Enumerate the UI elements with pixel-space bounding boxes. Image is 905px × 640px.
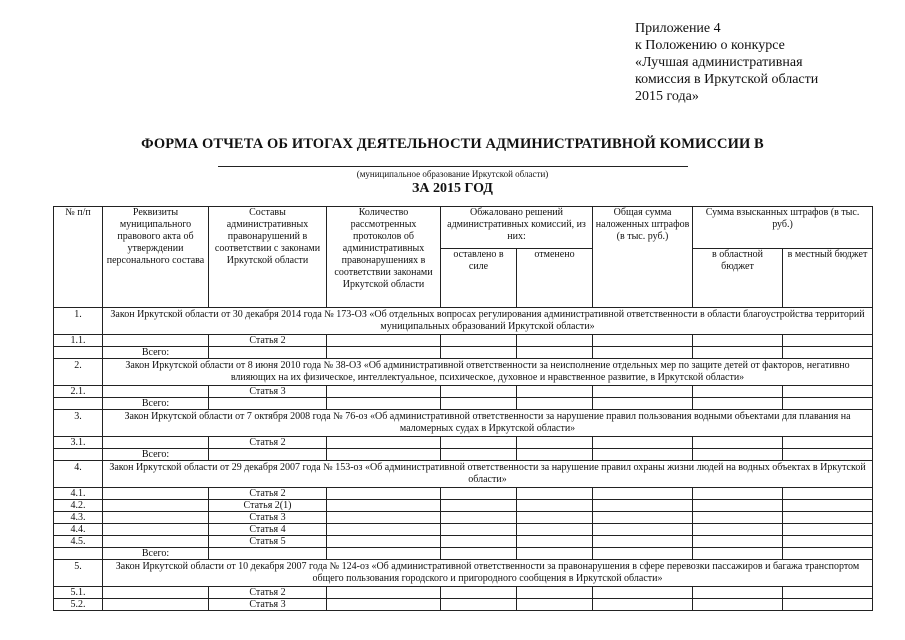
table-row bbox=[54, 500, 873, 512]
cell-compositions[interactable] bbox=[209, 548, 327, 560]
cell-protocols[interactable] bbox=[327, 548, 441, 560]
cell-cancelled[interactable] bbox=[517, 536, 593, 548]
cell-kept[interactable] bbox=[441, 524, 517, 536]
law-num: 3. bbox=[54, 410, 103, 437]
cell-protocols[interactable] bbox=[327, 386, 441, 398]
cell-local[interactable] bbox=[783, 386, 873, 398]
cell-cancelled[interactable] bbox=[517, 587, 593, 599]
law-text: Закон Иркутской области от 8 июня 2010 года № 38-ОЗ «Об административной ответственности за неисполнение отдельных мер по защите детей от факторов, негативно влияющих на их физическое, интеллектуальное, психическое, духовное и нравственное развитие, в Иркутской области» bbox=[103, 359, 873, 386]
report-table bbox=[53, 206, 873, 611]
cell-requisites[interactable] bbox=[103, 335, 209, 347]
cell-regional[interactable] bbox=[693, 437, 783, 449]
cell-local[interactable] bbox=[783, 587, 873, 599]
appendix-line: «Лучшая административная bbox=[635, 55, 803, 70]
header-fines-total: Общая сумма наложенных штрафов (в тыс. руб.) bbox=[593, 207, 693, 308]
cell-protocols[interactable] bbox=[327, 587, 441, 599]
cell-protocols[interactable] bbox=[327, 500, 441, 512]
cell-requisites[interactable] bbox=[103, 437, 209, 449]
cell-regional[interactable] bbox=[693, 512, 783, 524]
total-empty bbox=[54, 449, 103, 461]
item-num: 4.2. bbox=[54, 500, 103, 512]
cell-kept[interactable] bbox=[441, 500, 517, 512]
cell-compositions[interactable] bbox=[209, 449, 327, 461]
table-row bbox=[54, 386, 873, 398]
cell-fines-total[interactable] bbox=[593, 512, 693, 524]
cell-kept[interactable] bbox=[441, 512, 517, 524]
cell-fines-total[interactable] bbox=[593, 548, 693, 560]
total-label: Всего: bbox=[103, 347, 209, 359]
table-row bbox=[54, 437, 873, 449]
item-article: Статья 2(1) bbox=[209, 500, 327, 512]
municipal-caption: (муниципальное образование Иркутской области) bbox=[356, 169, 549, 179]
cell-local[interactable] bbox=[783, 548, 873, 560]
law-text: Закон Иркутской области от 29 декабря 2007 года № 153-оз «Об административной ответственности за нарушение правил охраны жизни людей на водных объектах в Иркутской области» bbox=[103, 461, 873, 488]
law-num: 4. bbox=[54, 461, 103, 488]
cell-regional[interactable] bbox=[693, 500, 783, 512]
total-label: Всего: bbox=[103, 449, 209, 461]
header-appealed-cancelled: отменено bbox=[517, 249, 593, 308]
item-article: Статья 2 bbox=[209, 488, 327, 500]
cell-local[interactable] bbox=[783, 536, 873, 548]
cell-fines-total[interactable] bbox=[593, 524, 693, 536]
cell-cancelled[interactable] bbox=[517, 500, 593, 512]
total-empty bbox=[54, 398, 103, 410]
cell-protocols[interactable] bbox=[327, 347, 441, 359]
cell-cancelled[interactable] bbox=[517, 488, 593, 500]
cell-regional[interactable] bbox=[693, 548, 783, 560]
header-appealed-kept: оставлено в силе bbox=[441, 249, 517, 308]
cell-kept[interactable] bbox=[441, 488, 517, 500]
cell-local[interactable] bbox=[783, 500, 873, 512]
cell-fines-total[interactable] bbox=[593, 536, 693, 548]
total-row bbox=[54, 449, 873, 461]
cell-requisites[interactable] bbox=[103, 500, 209, 512]
law-text: Закон Иркутской области от 30 декабря 2014 года № 173-ОЗ «Об отдельных вопросах регулирования административной ответственности в области благоустройства территорий муниципальных образований Иркутской области» bbox=[103, 308, 873, 335]
cell-local[interactable] bbox=[783, 599, 873, 611]
law-row bbox=[54, 359, 873, 386]
item-article: Статья 3 bbox=[209, 386, 327, 398]
item-article: Статья 5 bbox=[209, 536, 327, 548]
cell-cancelled[interactable] bbox=[517, 398, 593, 410]
cell-requisites[interactable] bbox=[103, 488, 209, 500]
cell-regional[interactable] bbox=[693, 347, 783, 359]
cell-compositions[interactable] bbox=[209, 347, 327, 359]
header-num: № п/п bbox=[54, 207, 103, 308]
cell-fines-total[interactable] bbox=[593, 449, 693, 461]
cell-protocols[interactable] bbox=[327, 398, 441, 410]
cell-protocols[interactable] bbox=[327, 524, 441, 536]
cell-cancelled[interactable] bbox=[517, 335, 593, 347]
cell-requisites[interactable] bbox=[103, 587, 209, 599]
cell-regional[interactable] bbox=[693, 398, 783, 410]
header-compositions: Составы административных правонарушений в соответствии с законами Иркутской области bbox=[209, 207, 327, 308]
cell-regional[interactable] bbox=[693, 449, 783, 461]
table-row bbox=[54, 335, 873, 347]
header-requisites: Реквизиты муниципального правового акта об утверждении персонального состава bbox=[103, 207, 209, 308]
cell-protocols[interactable] bbox=[327, 512, 441, 524]
cell-fines-total[interactable] bbox=[593, 398, 693, 410]
law-num: 1. bbox=[54, 308, 103, 335]
table-row bbox=[54, 587, 873, 599]
cell-requisites[interactable] bbox=[103, 599, 209, 611]
cell-local[interactable] bbox=[783, 347, 873, 359]
item-article: Статья 4 bbox=[209, 524, 327, 536]
cell-protocols[interactable] bbox=[327, 488, 441, 500]
cell-kept[interactable] bbox=[441, 548, 517, 560]
total-empty bbox=[54, 347, 103, 359]
item-num: 4.1. bbox=[54, 488, 103, 500]
law-num: 2. bbox=[54, 359, 103, 386]
cell-kept[interactable] bbox=[441, 398, 517, 410]
cell-kept[interactable] bbox=[441, 437, 517, 449]
law-text: Закон Иркутской области от 7 октября 2008 года № 76-оз «Об административной ответственности за нарушение правил пользования водными объектами для плавания на маломерных судах в Иркутской области» bbox=[103, 410, 873, 437]
total-label: Всего: bbox=[103, 398, 209, 410]
law-row bbox=[54, 461, 873, 488]
cell-regional[interactable] bbox=[693, 335, 783, 347]
law-row bbox=[54, 308, 873, 335]
header-appealed: Обжаловано решений административных комиссий, из них: bbox=[441, 207, 593, 249]
item-num: 5.1. bbox=[54, 587, 103, 599]
appendix-line: к Положению о конкурсе bbox=[635, 38, 785, 53]
total-empty bbox=[54, 548, 103, 560]
cell-fines-total[interactable] bbox=[593, 347, 693, 359]
item-article: Статья 3 bbox=[209, 599, 327, 611]
cell-cancelled[interactable] bbox=[517, 437, 593, 449]
total-row bbox=[54, 548, 873, 560]
cell-local[interactable] bbox=[783, 488, 873, 500]
table-row bbox=[54, 488, 873, 500]
cell-cancelled[interactable] bbox=[517, 512, 593, 524]
cell-protocols[interactable] bbox=[327, 449, 441, 461]
cell-cancelled[interactable] bbox=[517, 548, 593, 560]
cell-regional[interactable] bbox=[693, 599, 783, 611]
cell-requisites[interactable] bbox=[103, 512, 209, 524]
cell-regional[interactable] bbox=[693, 386, 783, 398]
cell-cancelled[interactable] bbox=[517, 599, 593, 611]
cell-compositions[interactable] bbox=[209, 398, 327, 410]
item-num: 2.1. bbox=[54, 386, 103, 398]
cell-kept[interactable] bbox=[441, 599, 517, 611]
cell-fines-total[interactable] bbox=[593, 437, 693, 449]
header-local-budget: в местный бюджет bbox=[783, 249, 873, 308]
appendix-block bbox=[635, 20, 818, 105]
document-title: ФОРМА ОТЧЕТА ОБ ИТОГАХ ДЕЯТЕЛЬНОСТИ АДМИНИСТРАТИВНОЙ КОМИССИИ В bbox=[141, 136, 764, 152]
cell-local[interactable] bbox=[783, 398, 873, 410]
cell-regional[interactable] bbox=[693, 536, 783, 548]
total-label: Всего: bbox=[103, 548, 209, 560]
law-row bbox=[54, 560, 873, 587]
item-article: Статья 2 bbox=[209, 335, 327, 347]
total-row bbox=[54, 398, 873, 410]
cell-protocols[interactable] bbox=[327, 437, 441, 449]
table-row bbox=[54, 512, 873, 524]
item-num: 4.5. bbox=[54, 536, 103, 548]
table-row bbox=[54, 524, 873, 536]
cell-cancelled[interactable] bbox=[517, 386, 593, 398]
appendix-line: 2015 года» bbox=[635, 89, 699, 104]
cell-protocols[interactable] bbox=[327, 335, 441, 347]
law-num: 5. bbox=[54, 560, 103, 587]
header-protocols: Количество рассмотренных протоколов об административных правонарушениях в соответствии законами Иркутской области bbox=[327, 207, 441, 308]
header-regional-budget: в областной бюджет bbox=[693, 249, 783, 308]
cell-local[interactable] bbox=[783, 449, 873, 461]
item-article: Статья 2 bbox=[209, 587, 327, 599]
cell-fines-total[interactable] bbox=[593, 335, 693, 347]
cell-cancelled[interactable] bbox=[517, 524, 593, 536]
cell-cancelled[interactable] bbox=[517, 449, 593, 461]
cell-protocols[interactable] bbox=[327, 599, 441, 611]
cell-cancelled[interactable] bbox=[517, 347, 593, 359]
cell-fines-total[interactable] bbox=[593, 587, 693, 599]
item-num: 5.2. bbox=[54, 599, 103, 611]
item-num: 4.3. bbox=[54, 512, 103, 524]
cell-regional[interactable] bbox=[693, 524, 783, 536]
item-article: Статья 2 bbox=[209, 437, 327, 449]
cell-fines-total[interactable] bbox=[593, 386, 693, 398]
appendix-line: комиссия в Иркутской области bbox=[635, 72, 819, 87]
cell-requisites[interactable] bbox=[103, 386, 209, 398]
cell-kept[interactable] bbox=[441, 536, 517, 548]
appendix-line: Приложение 4 bbox=[635, 21, 721, 36]
cell-kept[interactable] bbox=[441, 386, 517, 398]
table-row bbox=[54, 536, 873, 548]
cell-local[interactable] bbox=[783, 524, 873, 536]
cell-kept[interactable] bbox=[441, 347, 517, 359]
header-fines-collected: Сумма взысканных штрафов (в тыс. руб.) bbox=[693, 207, 873, 249]
item-num: 1.1. bbox=[54, 335, 103, 347]
law-text: Закон Иркутской области от 10 декабря 2007 года № 124-оз «Об административной ответственности за правонарушения в сфере перевозки пассажиров и багажа транспортом общего пользования городского и пригородного сообщения в Иркутской области» bbox=[103, 560, 873, 587]
cell-requisites[interactable] bbox=[103, 536, 209, 548]
cell-fines-total[interactable] bbox=[593, 488, 693, 500]
table-row bbox=[54, 599, 873, 611]
item-num: 4.4. bbox=[54, 524, 103, 536]
cell-protocols[interactable] bbox=[327, 536, 441, 548]
cell-fines-total[interactable] bbox=[593, 599, 693, 611]
item-article: Статья 3 bbox=[209, 512, 327, 524]
cell-kept[interactable] bbox=[441, 335, 517, 347]
cell-local[interactable] bbox=[783, 335, 873, 347]
item-num: 3.1. bbox=[54, 437, 103, 449]
law-row bbox=[54, 410, 873, 437]
cell-regional[interactable] bbox=[693, 488, 783, 500]
cell-fines-total[interactable] bbox=[593, 500, 693, 512]
cell-local[interactable] bbox=[783, 512, 873, 524]
cell-kept[interactable] bbox=[441, 449, 517, 461]
municipal-fill-line bbox=[218, 166, 688, 167]
cell-regional[interactable] bbox=[693, 587, 783, 599]
cell-kept[interactable] bbox=[441, 587, 517, 599]
year-heading: ЗА 2015 ГОД bbox=[412, 181, 493, 196]
cell-requisites[interactable] bbox=[103, 524, 209, 536]
total-row bbox=[54, 347, 873, 359]
cell-local[interactable] bbox=[783, 437, 873, 449]
